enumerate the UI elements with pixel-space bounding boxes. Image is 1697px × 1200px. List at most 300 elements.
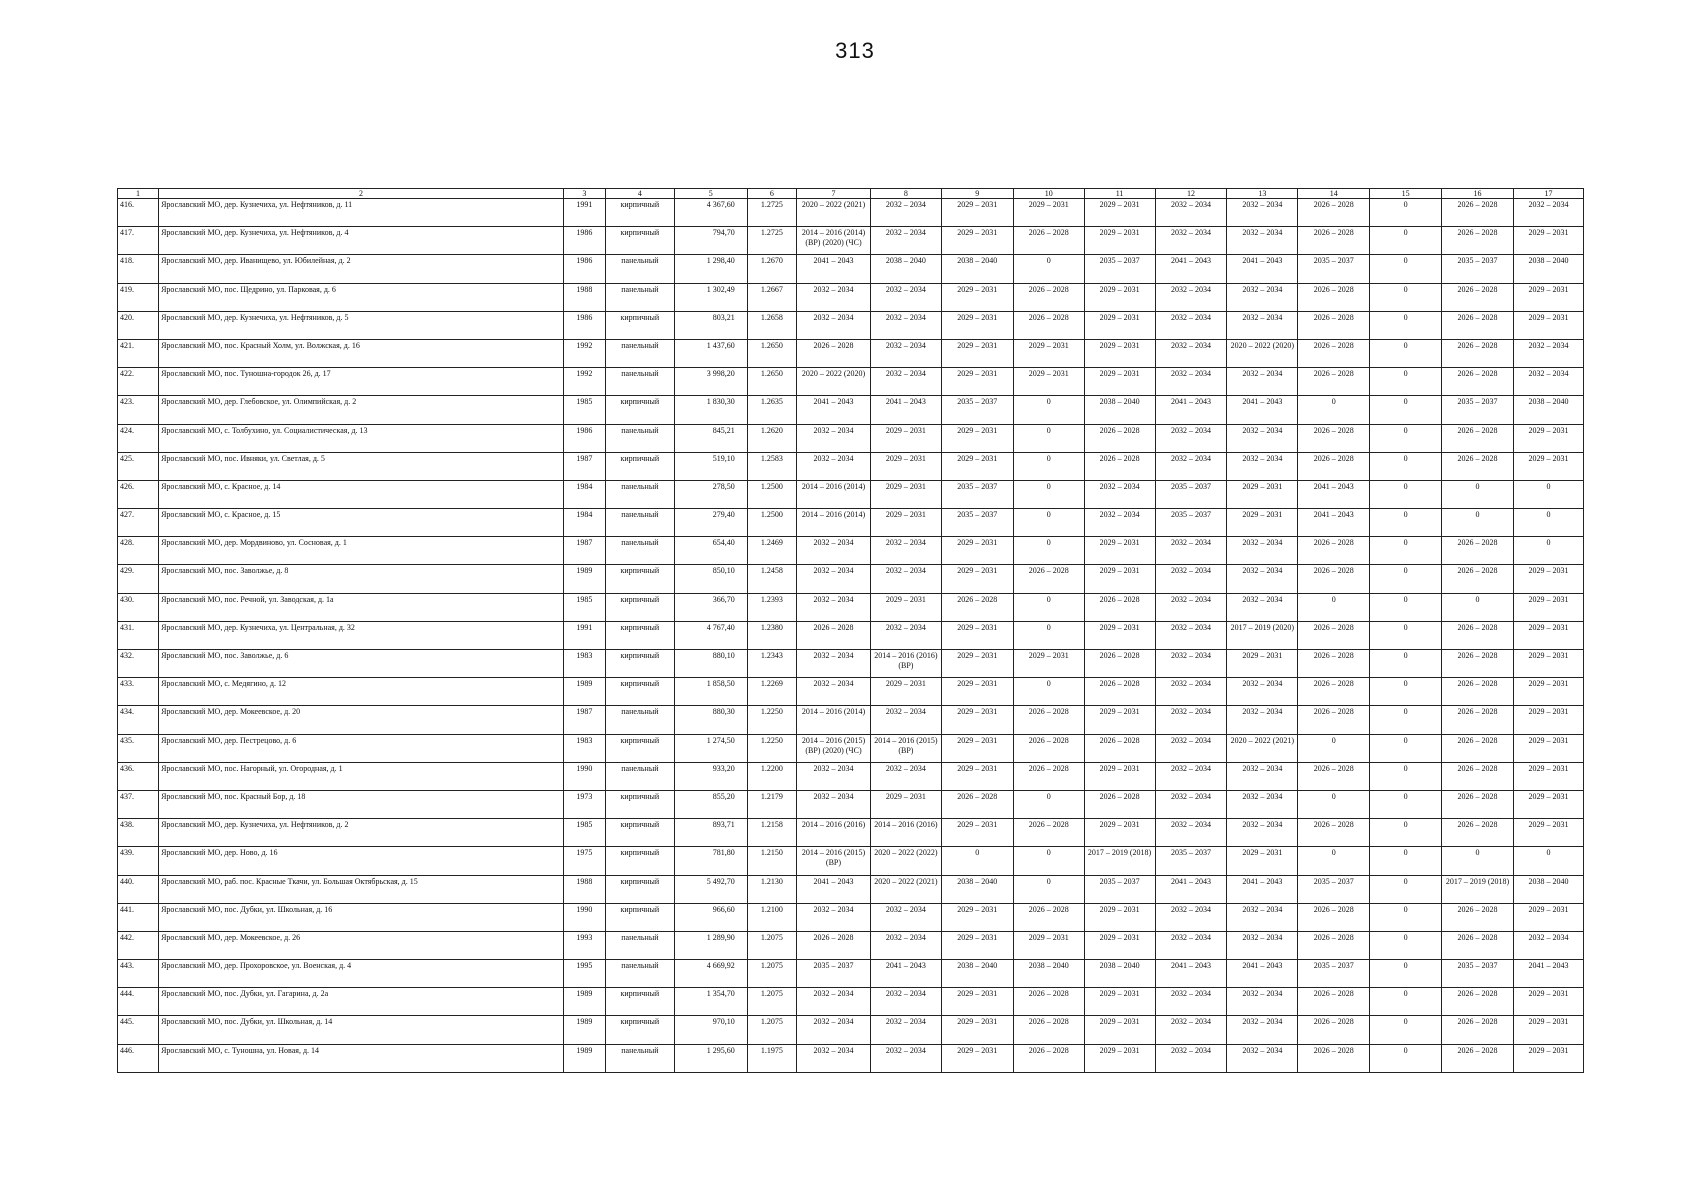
address-cell: Ярославский МО, пос. Дубки, ул. Школьная, д. 14 <box>159 1016 564 1044</box>
period-cell-col-16: 2026 – 2028 <box>1442 819 1514 847</box>
period-cell-col-13: 2041 – 2043 <box>1227 396 1298 424</box>
period-cell-col-7: 2020 – 2022 (2021) <box>797 199 871 227</box>
year-built-cell: 1989 <box>563 1016 605 1044</box>
area-cell: 850,10 <box>674 565 747 593</box>
address-cell: Ярославский МО, дер. Мокеевское, д. 26 <box>159 931 564 959</box>
period-cell-col-10: 0 <box>1013 621 1084 649</box>
period-cell-col-17: 0 <box>1514 537 1584 565</box>
period-cell-col-8: 2032 – 2034 <box>870 537 941 565</box>
wall-material-cell: кирпичный <box>605 819 674 847</box>
period-cell-col-8: 2032 – 2034 <box>870 903 941 931</box>
row-number-cell: 420. <box>118 311 159 339</box>
period-cell-col-16: 2026 – 2028 <box>1442 790 1514 818</box>
period-cell-col-13: 2032 – 2034 <box>1227 537 1298 565</box>
period-cell-col-17: 2029 – 2031 <box>1514 706 1584 734</box>
period-cell-col-11: 2029 – 2031 <box>1084 1044 1155 1072</box>
period-cell-col-14: 2026 – 2028 <box>1298 650 1370 678</box>
year-built-cell: 1983 <box>563 650 605 678</box>
period-cell-col-14: 0 <box>1298 847 1370 875</box>
coefficient-cell: 1.2393 <box>747 593 796 621</box>
table-row <box>118 339 1584 367</box>
address-cell: Ярославский МО, пос. Туношна-городок 26, д. 17 <box>159 368 564 396</box>
period-cell-col-9: 2029 – 2031 <box>941 452 1013 480</box>
period-cell-col-15: 0 <box>1370 227 1442 255</box>
wall-material-cell: кирпичный <box>605 565 674 593</box>
table-row <box>118 396 1584 424</box>
period-cell-col-9: 2035 – 2037 <box>941 480 1013 508</box>
period-cell-col-10: 2026 – 2028 <box>1013 227 1084 255</box>
year-built-cell: 1991 <box>563 199 605 227</box>
area-cell: 366,70 <box>674 593 747 621</box>
period-cell-col-12: 2032 – 2034 <box>1155 565 1227 593</box>
period-cell-col-12: 2032 – 2034 <box>1155 621 1227 649</box>
column-header: 8 <box>870 189 941 199</box>
wall-material-cell: кирпичный <box>605 650 674 678</box>
coefficient-cell: 1.2075 <box>747 960 796 988</box>
wall-material-cell: панельный <box>605 706 674 734</box>
period-cell-col-9: 2029 – 2031 <box>941 339 1013 367</box>
period-cell-col-9: 2029 – 2031 <box>941 734 1013 762</box>
area-cell: 845,21 <box>674 424 747 452</box>
year-built-cell: 1989 <box>563 1044 605 1072</box>
period-cell-col-15: 0 <box>1370 368 1442 396</box>
column-header: 7 <box>797 189 871 199</box>
table-row <box>118 368 1584 396</box>
period-cell-col-10: 2026 – 2028 <box>1013 311 1084 339</box>
period-cell-col-16: 2026 – 2028 <box>1442 368 1514 396</box>
period-cell-col-11: 2029 – 2031 <box>1084 227 1155 255</box>
table-row <box>118 593 1584 621</box>
period-cell-col-17: 2029 – 2031 <box>1514 790 1584 818</box>
period-cell-col-14: 2026 – 2028 <box>1298 678 1370 706</box>
period-cell-col-13: 2032 – 2034 <box>1227 593 1298 621</box>
year-built-cell: 1973 <box>563 790 605 818</box>
area-cell: 803,21 <box>674 311 747 339</box>
period-cell-col-9: 2029 – 2031 <box>941 931 1013 959</box>
coefficient-cell: 1.2150 <box>747 847 796 875</box>
period-cell-col-17: 2029 – 2031 <box>1514 678 1584 706</box>
period-cell-col-14: 2026 – 2028 <box>1298 988 1370 1016</box>
coefficient-cell: 1.2635 <box>747 396 796 424</box>
period-cell-col-13: 2032 – 2034 <box>1227 819 1298 847</box>
period-cell-col-13: 2029 – 2031 <box>1227 847 1298 875</box>
period-cell-col-10: 0 <box>1013 509 1084 537</box>
period-cell-col-16: 2026 – 2028 <box>1442 1044 1514 1072</box>
period-cell-col-17: 2029 – 2031 <box>1514 565 1584 593</box>
wall-material-cell: кирпичный <box>605 452 674 480</box>
period-cell-col-10: 0 <box>1013 790 1084 818</box>
period-cell-col-15: 0 <box>1370 650 1442 678</box>
period-cell-col-7: 2032 – 2034 <box>797 650 871 678</box>
period-cell-col-15: 0 <box>1370 847 1442 875</box>
period-cell-col-13: 2041 – 2043 <box>1227 875 1298 903</box>
period-cell-col-14: 2026 – 2028 <box>1298 903 1370 931</box>
year-built-cell: 1987 <box>563 537 605 565</box>
table-row <box>118 424 1584 452</box>
wall-material-cell: кирпичный <box>605 988 674 1016</box>
address-cell: Ярославский МО, пос. Заволжье, д. 8 <box>159 565 564 593</box>
period-cell-col-8: 2014 – 2016 (2016) <box>870 819 941 847</box>
period-cell-col-7: 2026 – 2028 <box>797 621 871 649</box>
area-cell: 1 289,90 <box>674 931 747 959</box>
period-cell-col-11: 2029 – 2031 <box>1084 706 1155 734</box>
period-cell-col-16: 0 <box>1442 593 1514 621</box>
wall-material-cell: кирпичный <box>605 1016 674 1044</box>
period-cell-col-17: 2029 – 2031 <box>1514 650 1584 678</box>
period-cell-col-13: 2032 – 2034 <box>1227 227 1298 255</box>
period-cell-col-15: 0 <box>1370 339 1442 367</box>
period-cell-col-16: 2017 – 2019 (2018) <box>1442 875 1514 903</box>
period-cell-col-10: 0 <box>1013 875 1084 903</box>
row-number-cell: 429. <box>118 565 159 593</box>
period-cell-col-7: 2032 – 2034 <box>797 452 871 480</box>
period-cell-col-14: 2026 – 2028 <box>1298 931 1370 959</box>
period-cell-col-12: 2032 – 2034 <box>1155 368 1227 396</box>
area-cell: 880,30 <box>674 706 747 734</box>
period-cell-col-7: 2032 – 2034 <box>797 424 871 452</box>
table-body <box>118 199 1584 1073</box>
period-cell-col-14: 2026 – 2028 <box>1298 1044 1370 1072</box>
row-number-cell: 438. <box>118 819 159 847</box>
period-cell-col-15: 0 <box>1370 734 1442 762</box>
period-cell-col-15: 0 <box>1370 480 1442 508</box>
period-cell-col-17: 2029 – 2031 <box>1514 283 1584 311</box>
period-cell-col-17: 2029 – 2031 <box>1514 311 1584 339</box>
column-header: 11 <box>1084 189 1155 199</box>
table-row <box>118 255 1584 283</box>
row-number-cell: 444. <box>118 988 159 1016</box>
period-cell-col-7: 2020 – 2022 (2020) <box>797 368 871 396</box>
period-cell-col-7: 2032 – 2034 <box>797 988 871 1016</box>
area-cell: 279,40 <box>674 509 747 537</box>
coefficient-cell: 1.2158 <box>747 819 796 847</box>
area-cell: 893,71 <box>674 819 747 847</box>
period-cell-col-14: 2026 – 2028 <box>1298 339 1370 367</box>
wall-material-cell: кирпичный <box>605 903 674 931</box>
period-cell-col-13: 2029 – 2031 <box>1227 650 1298 678</box>
period-cell-col-7: 2032 – 2034 <box>797 903 871 931</box>
period-cell-col-17: 2032 – 2034 <box>1514 199 1584 227</box>
wall-material-cell: кирпичный <box>605 678 674 706</box>
period-cell-col-9: 2029 – 2031 <box>941 199 1013 227</box>
address-cell: Ярославский МО, пос. Речной, ул. Заводская, д. 1а <box>159 593 564 621</box>
period-cell-col-11: 2032 – 2034 <box>1084 509 1155 537</box>
area-cell: 4 767,40 <box>674 621 747 649</box>
housing-schedule-table-wrap <box>117 188 1584 1073</box>
year-built-cell: 1993 <box>563 931 605 959</box>
period-cell-col-12: 2035 – 2037 <box>1155 509 1227 537</box>
coefficient-cell: 1.2670 <box>747 255 796 283</box>
row-number-cell: 430. <box>118 593 159 621</box>
area-cell: 933,20 <box>674 762 747 790</box>
column-header: 14 <box>1298 189 1370 199</box>
table-row <box>118 875 1584 903</box>
period-cell-col-10: 2026 – 2028 <box>1013 1044 1084 1072</box>
period-cell-col-7: 2035 – 2037 <box>797 960 871 988</box>
coefficient-cell: 1.2500 <box>747 509 796 537</box>
period-cell-col-10: 2029 – 2031 <box>1013 650 1084 678</box>
table-row <box>118 650 1584 678</box>
period-cell-col-16: 2035 – 2037 <box>1442 255 1514 283</box>
period-cell-col-14: 2035 – 2037 <box>1298 960 1370 988</box>
period-cell-col-9: 2026 – 2028 <box>941 790 1013 818</box>
period-cell-col-9: 2038 – 2040 <box>941 875 1013 903</box>
period-cell-col-14: 2026 – 2028 <box>1298 706 1370 734</box>
period-cell-col-17: 2029 – 2031 <box>1514 988 1584 1016</box>
table-row <box>118 847 1584 875</box>
address-cell: Ярославский МО, с. Толбухино, ул. Социалистическая, д. 13 <box>159 424 564 452</box>
period-cell-col-9: 2029 – 2031 <box>941 988 1013 1016</box>
period-cell-col-16: 2035 – 2037 <box>1442 960 1514 988</box>
period-cell-col-8: 2029 – 2031 <box>870 593 941 621</box>
period-cell-col-12: 2032 – 2034 <box>1155 734 1227 762</box>
period-cell-col-13: 2032 – 2034 <box>1227 678 1298 706</box>
period-cell-col-15: 0 <box>1370 988 1442 1016</box>
period-cell-col-10: 2026 – 2028 <box>1013 819 1084 847</box>
coefficient-cell: 1.2075 <box>747 931 796 959</box>
period-cell-col-10: 2029 – 2031 <box>1013 368 1084 396</box>
period-cell-col-16: 2026 – 2028 <box>1442 706 1514 734</box>
period-cell-col-9: 2035 – 2037 <box>941 396 1013 424</box>
period-cell-col-8: 2014 – 2016 (2015) (ВР) <box>870 734 941 762</box>
row-number-cell: 431. <box>118 621 159 649</box>
year-built-cell: 1985 <box>563 819 605 847</box>
period-cell-col-9: 2029 – 2031 <box>941 565 1013 593</box>
period-cell-col-11: 2026 – 2028 <box>1084 593 1155 621</box>
table-row <box>118 706 1584 734</box>
period-cell-col-8: 2029 – 2031 <box>870 509 941 537</box>
year-built-cell: 1983 <box>563 734 605 762</box>
period-cell-col-16: 2026 – 2028 <box>1442 903 1514 931</box>
period-cell-col-15: 0 <box>1370 593 1442 621</box>
period-cell-col-16: 0 <box>1442 847 1514 875</box>
period-cell-col-12: 2032 – 2034 <box>1155 762 1227 790</box>
period-cell-col-15: 0 <box>1370 396 1442 424</box>
row-number-cell: 441. <box>118 903 159 931</box>
period-cell-col-11: 2038 – 2040 <box>1084 960 1155 988</box>
period-cell-col-14: 0 <box>1298 790 1370 818</box>
year-built-cell: 1995 <box>563 960 605 988</box>
table-row <box>118 903 1584 931</box>
period-cell-col-14: 2026 – 2028 <box>1298 1016 1370 1044</box>
period-cell-col-15: 0 <box>1370 283 1442 311</box>
period-cell-col-7: 2014 – 2016 (2016) <box>797 819 871 847</box>
coefficient-cell: 1.2380 <box>747 621 796 649</box>
period-cell-col-8: 2032 – 2034 <box>870 1016 941 1044</box>
table-row <box>118 283 1584 311</box>
wall-material-cell: панельный <box>605 255 674 283</box>
period-cell-col-17: 0 <box>1514 480 1584 508</box>
period-cell-col-8: 2032 – 2034 <box>870 283 941 311</box>
period-cell-col-8: 2020 – 2022 (2022) <box>870 847 941 875</box>
address-cell: Ярославский МО, дер. Мордвиново, ул. Сосновая, д. 1 <box>159 537 564 565</box>
year-built-cell: 1991 <box>563 621 605 649</box>
year-built-cell: 1990 <box>563 903 605 931</box>
period-cell-col-15: 0 <box>1370 509 1442 537</box>
period-cell-col-7: 2041 – 2043 <box>797 875 871 903</box>
column-header: 6 <box>747 189 796 199</box>
area-cell: 1 354,70 <box>674 988 747 1016</box>
coefficient-cell: 1.1975 <box>747 1044 796 1072</box>
wall-material-cell: кирпичный <box>605 396 674 424</box>
period-cell-col-9: 2038 – 2040 <box>941 960 1013 988</box>
coefficient-cell: 1.2250 <box>747 734 796 762</box>
period-cell-col-12: 2032 – 2034 <box>1155 931 1227 959</box>
row-number-cell: 433. <box>118 678 159 706</box>
period-cell-col-16: 2026 – 2028 <box>1442 311 1514 339</box>
row-number-cell: 446. <box>118 1044 159 1072</box>
period-cell-col-14: 2026 – 2028 <box>1298 452 1370 480</box>
area-cell: 4 669,92 <box>674 960 747 988</box>
table-row <box>118 621 1584 649</box>
period-cell-col-17: 2032 – 2034 <box>1514 339 1584 367</box>
period-cell-col-14: 2026 – 2028 <box>1298 311 1370 339</box>
period-cell-col-10: 2026 – 2028 <box>1013 283 1084 311</box>
period-cell-col-9: 2029 – 2031 <box>941 368 1013 396</box>
period-cell-col-15: 0 <box>1370 565 1442 593</box>
period-cell-col-7: 2014 – 2016 (2014) <box>797 706 871 734</box>
period-cell-col-7: 2041 – 2043 <box>797 396 871 424</box>
period-cell-col-7: 2032 – 2034 <box>797 1016 871 1044</box>
table-row <box>118 819 1584 847</box>
address-cell: Ярославский МО, с. Красное, д. 15 <box>159 509 564 537</box>
row-number-cell: 418. <box>118 255 159 283</box>
period-cell-col-11: 2029 – 2031 <box>1084 339 1155 367</box>
period-cell-col-16: 2026 – 2028 <box>1442 424 1514 452</box>
period-cell-col-8: 2032 – 2034 <box>870 565 941 593</box>
address-cell: Ярославский МО, пос. Дубки, ул. Школьная, д. 16 <box>159 903 564 931</box>
wall-material-cell: панельный <box>605 509 674 537</box>
year-built-cell: 1989 <box>563 678 605 706</box>
period-cell-col-12: 2032 – 2034 <box>1155 819 1227 847</box>
period-cell-col-9: 2029 – 2031 <box>941 819 1013 847</box>
period-cell-col-12: 2032 – 2034 <box>1155 452 1227 480</box>
wall-material-cell: панельный <box>605 762 674 790</box>
address-cell: Ярославский МО, пос. Красный Бор, д. 18 <box>159 790 564 818</box>
period-cell-col-11: 2026 – 2028 <box>1084 424 1155 452</box>
address-cell: Ярославский МО, дер. Кузнечиха, ул. Нефтяников, д. 5 <box>159 311 564 339</box>
area-cell: 519,10 <box>674 452 747 480</box>
address-cell: Ярославский МО, дер. Глебовское, ул. Олимпийская, д. 2 <box>159 396 564 424</box>
housing-schedule-table <box>117 188 1584 1073</box>
period-cell-col-10: 2026 – 2028 <box>1013 762 1084 790</box>
table-row <box>118 678 1584 706</box>
coefficient-cell: 1.2725 <box>747 227 796 255</box>
period-cell-col-8: 2032 – 2034 <box>870 762 941 790</box>
period-cell-col-11: 2026 – 2028 <box>1084 790 1155 818</box>
period-cell-col-16: 0 <box>1442 509 1514 537</box>
period-cell-col-12: 2041 – 2043 <box>1155 255 1227 283</box>
period-cell-col-8: 2029 – 2031 <box>870 790 941 818</box>
table-row <box>118 537 1584 565</box>
area-cell: 781,80 <box>674 847 747 875</box>
wall-material-cell: кирпичный <box>605 621 674 649</box>
period-cell-col-8: 2014 – 2016 (2016) (ВР) <box>870 650 941 678</box>
area-cell: 966,60 <box>674 903 747 931</box>
period-cell-col-15: 0 <box>1370 621 1442 649</box>
wall-material-cell: кирпичный <box>605 311 674 339</box>
period-cell-col-12: 2035 – 2037 <box>1155 480 1227 508</box>
period-cell-col-13: 2032 – 2034 <box>1227 311 1298 339</box>
period-cell-col-10: 2029 – 2031 <box>1013 931 1084 959</box>
period-cell-col-13: 2032 – 2034 <box>1227 368 1298 396</box>
row-number-cell: 423. <box>118 396 159 424</box>
period-cell-col-13: 2032 – 2034 <box>1227 903 1298 931</box>
wall-material-cell: кирпичный <box>605 593 674 621</box>
period-cell-col-12: 2032 – 2034 <box>1155 790 1227 818</box>
period-cell-col-8: 2029 – 2031 <box>870 678 941 706</box>
row-number-cell: 426. <box>118 480 159 508</box>
period-cell-col-7: 2026 – 2028 <box>797 339 871 367</box>
coefficient-cell: 1.2075 <box>747 1016 796 1044</box>
period-cell-col-9: 2029 – 2031 <box>941 903 1013 931</box>
period-cell-col-15: 0 <box>1370 424 1442 452</box>
area-cell: 1 858,50 <box>674 678 747 706</box>
period-cell-col-14: 2026 – 2028 <box>1298 621 1370 649</box>
coefficient-cell: 1.2620 <box>747 424 796 452</box>
period-cell-col-12: 2032 – 2034 <box>1155 678 1227 706</box>
period-cell-col-14: 2026 – 2028 <box>1298 537 1370 565</box>
year-built-cell: 1986 <box>563 311 605 339</box>
period-cell-col-7: 2014 – 2016 (2014) (ВР) (2020) (ЧС) <box>797 227 871 255</box>
period-cell-col-9: 2029 – 2031 <box>941 706 1013 734</box>
period-cell-col-9: 2026 – 2028 <box>941 593 1013 621</box>
column-header: 13 <box>1227 189 1298 199</box>
wall-material-cell: панельный <box>605 1044 674 1072</box>
period-cell-col-13: 2032 – 2034 <box>1227 565 1298 593</box>
column-header: 5 <box>674 189 747 199</box>
period-cell-col-17: 2038 – 2040 <box>1514 875 1584 903</box>
row-number-cell: 434. <box>118 706 159 734</box>
period-cell-col-17: 2029 – 2031 <box>1514 762 1584 790</box>
address-cell: Ярославский МО, пос. Щедрино, ул. Парковая, д. 6 <box>159 283 564 311</box>
period-cell-col-17: 2029 – 2031 <box>1514 1016 1584 1044</box>
period-cell-col-8: 2032 – 2034 <box>870 368 941 396</box>
period-cell-col-11: 2017 – 2019 (2018) <box>1084 847 1155 875</box>
period-cell-col-15: 0 <box>1370 903 1442 931</box>
wall-material-cell: кирпичный <box>605 790 674 818</box>
period-cell-col-10: 2026 – 2028 <box>1013 706 1084 734</box>
period-cell-col-9: 2029 – 2031 <box>941 1016 1013 1044</box>
period-cell-col-11: 2026 – 2028 <box>1084 678 1155 706</box>
period-cell-col-14: 2026 – 2028 <box>1298 368 1370 396</box>
period-cell-col-9: 2029 – 2031 <box>941 650 1013 678</box>
period-cell-col-17: 2029 – 2031 <box>1514 621 1584 649</box>
wall-material-cell: панельный <box>605 537 674 565</box>
row-number-cell: 417. <box>118 227 159 255</box>
year-built-cell: 1987 <box>563 452 605 480</box>
period-cell-col-8: 2029 – 2031 <box>870 424 941 452</box>
row-number-cell: 424. <box>118 424 159 452</box>
period-cell-col-16: 2026 – 2028 <box>1442 227 1514 255</box>
table-row <box>118 1044 1584 1072</box>
page-number: 313 <box>835 38 875 63</box>
period-cell-col-17: 2038 – 2040 <box>1514 255 1584 283</box>
period-cell-col-17: 0 <box>1514 847 1584 875</box>
period-cell-col-11: 2035 – 2037 <box>1084 255 1155 283</box>
period-cell-col-10: 0 <box>1013 537 1084 565</box>
period-cell-col-11: 2038 – 2040 <box>1084 396 1155 424</box>
period-cell-col-11: 2029 – 2031 <box>1084 565 1155 593</box>
period-cell-col-10: 0 <box>1013 424 1084 452</box>
period-cell-col-15: 0 <box>1370 537 1442 565</box>
area-cell: 1 274,50 <box>674 734 747 762</box>
period-cell-col-17: 2029 – 2031 <box>1514 593 1584 621</box>
period-cell-col-15: 0 <box>1370 255 1442 283</box>
period-cell-col-13: 2017 – 2019 (2020) <box>1227 621 1298 649</box>
period-cell-col-13: 2029 – 2031 <box>1227 509 1298 537</box>
period-cell-col-13: 2029 – 2031 <box>1227 480 1298 508</box>
